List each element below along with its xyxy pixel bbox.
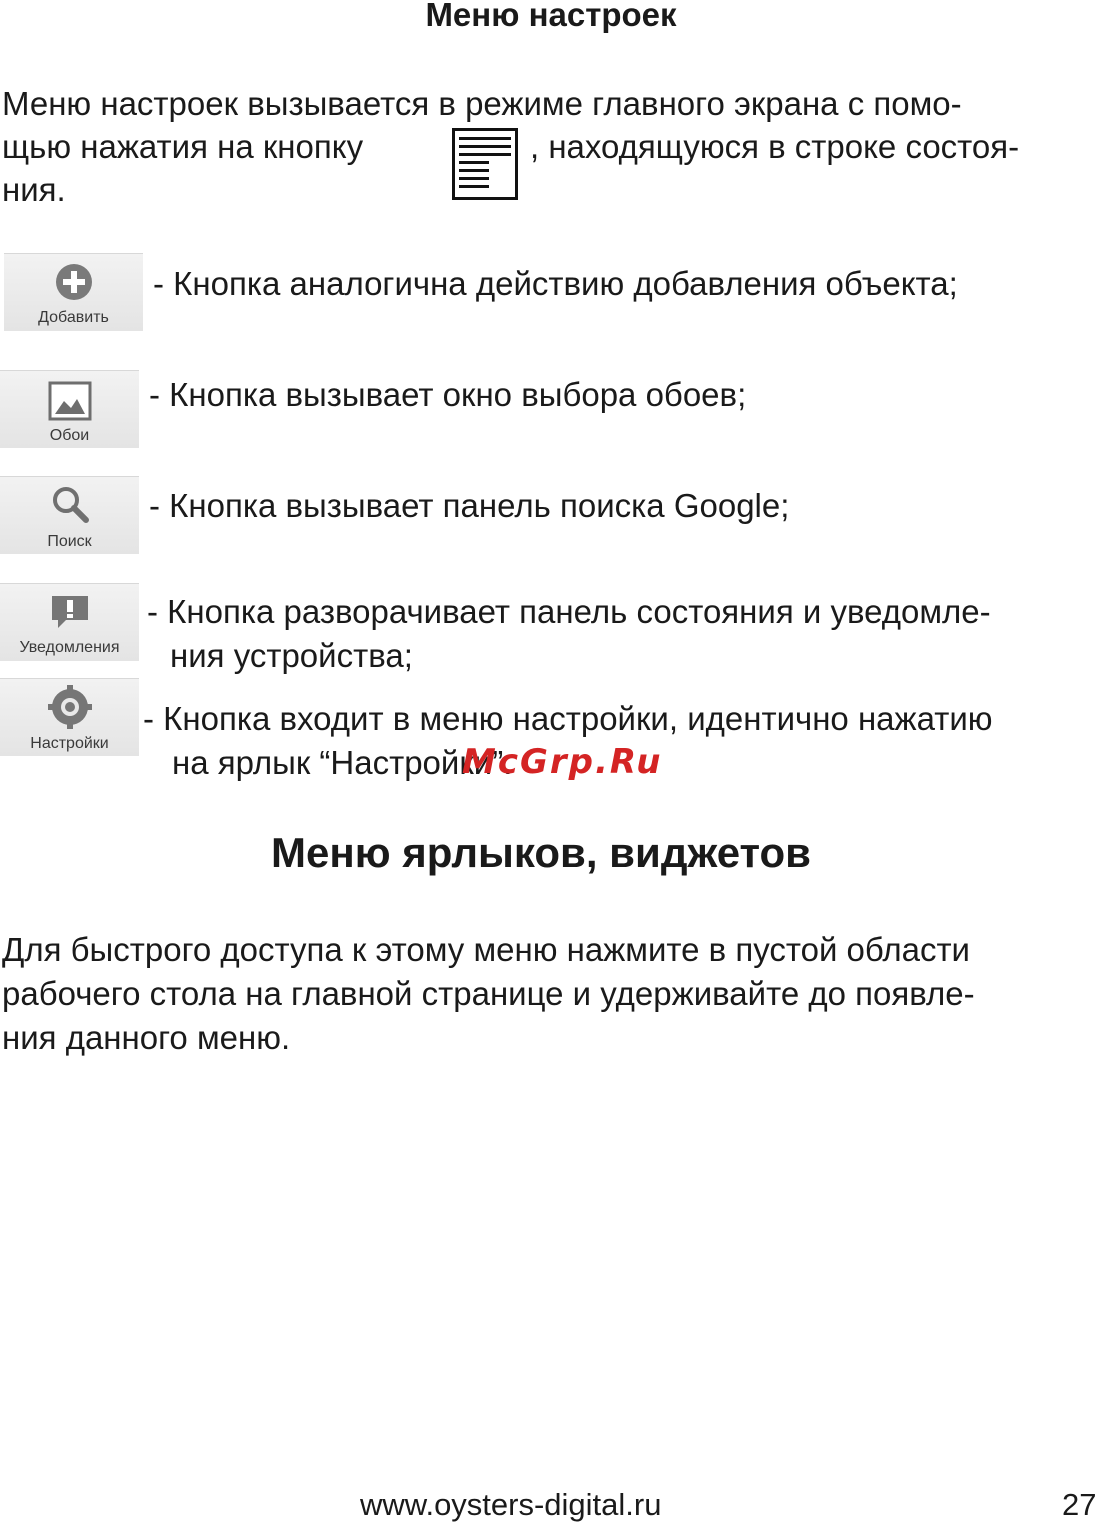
notifications-button-thumbnail [0,583,139,661]
intro-line-2-end: , находящуюся в строке состоя- [530,128,1020,165]
settings-button-label: Настройки [30,735,109,752]
intro-line-1: Меню настроек вызывается в режиме главного экрана с помо- [2,85,962,122]
settings-button-description-line-2: на ярлык “Настройки”. [172,744,513,781]
settings-gear-icon [47,684,93,730]
wallpaper-icon [48,381,92,421]
notifications-button-description-line-2: ния устройства; [170,637,413,674]
menu-button-icon [452,128,518,200]
search-icon [49,483,91,525]
add-circle-icon [54,262,94,302]
search-button-thumbnail [0,476,139,554]
notifications-button-description-line-1: - Кнопка разворачивает панель состояния и уведомле- [147,593,991,630]
wallpaper-button-label: Обои [49,427,90,444]
section-line-2: рабочего стола на главной странице и удерживайте до появле- [2,975,975,1012]
intro-line-2-start: щью нажатия на кнопку [2,128,364,165]
page-title: Меню настроек [425,0,677,33]
footer-url: www.oysters-digital.ru [360,1487,662,1522]
add-button-thumbnail [4,253,143,331]
page-number: 27 [1062,1487,1097,1522]
notifications-button-label: Уведомления [19,639,120,656]
section-line-1: Для быстрого доступа к этому меню нажмите в пустой области [2,931,970,968]
add-button-label: Добавить [38,309,109,326]
wallpaper-button-description: - Кнопка вызывает окно выбора обоев; [149,376,747,413]
search-button-label: Поиск [47,533,92,550]
watermark: McGrp.Ru [462,742,663,782]
section-line-3: ния данного меню. [2,1019,291,1056]
wallpaper-button-thumbnail [0,370,139,448]
settings-button-thumbnail [0,678,139,756]
settings-button-description-line-1: - Кнопка входит в меню настройки, идентично нажатию [143,700,993,737]
add-button-description: - Кнопка аналогична действию добавления объекта; [153,265,958,302]
search-button-description: - Кнопка вызывает панель поиска Google; [149,487,790,524]
intro-line-3: ния. [2,171,66,208]
notification-icon [48,592,92,632]
section-title: Меню ярлыков, виджетов [270,829,811,876]
